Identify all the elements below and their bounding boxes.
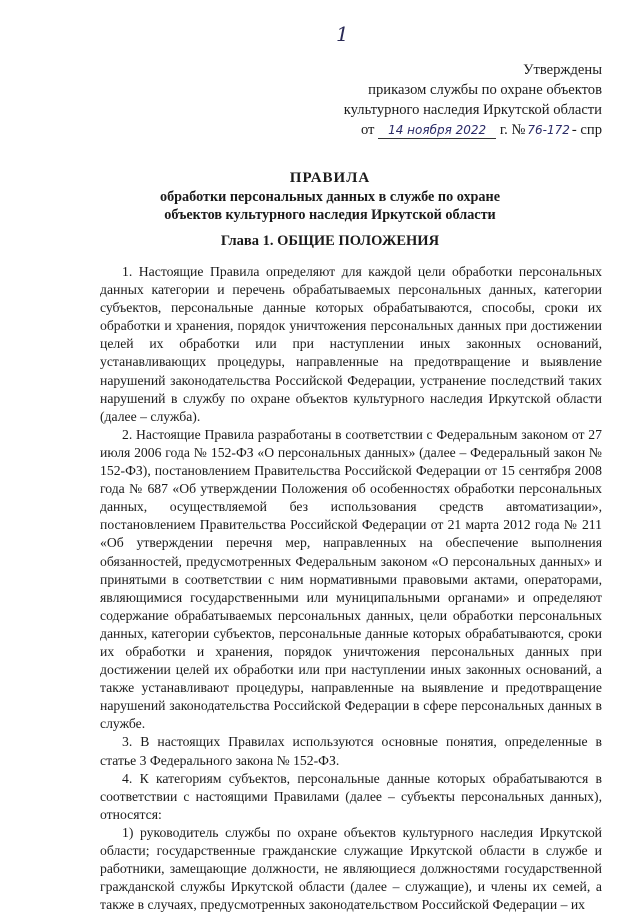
approval-line-1: Утверждены xyxy=(523,62,602,78)
approval-line-2: приказом службы по охране объектов xyxy=(368,82,602,98)
document-body xyxy=(100,263,602,914)
document-title xyxy=(60,168,600,224)
paragraph-4-item-1: 1) руководитель службы по охране объектов культурного наследия Иркутской области; государственные гражданские служащие Иркутской области в службе и работники, замещающие должности, не являющиеся должностями государственной гражданской службы Иркутской области (далее – служащие), и члены их семей, а также в случаях, предусмотренных законодательством Российской Федерации – их xyxy=(100,824,602,913)
paragraph-4: 4. К категориям субъектов, персональные данные которых обрабатываются в соответствии с настоящими Правилами (далее – субъекты персональных данных), относятся: xyxy=(100,770,602,822)
number-prefix: г. № xyxy=(499,122,526,138)
approval-line-3: культурного наследия Иркутской области xyxy=(343,102,602,118)
paragraph-3: 3. В настоящих Правилах используются основные понятия, определенные в статье 3 Федерального закона № 152-ФЗ. xyxy=(100,734,602,768)
title-sub-line-1: обработки персональных данных в службе по охране xyxy=(159,189,500,205)
handwritten-date: 14 ноября 2022 xyxy=(378,123,496,139)
number-suffix: - спр xyxy=(571,122,602,138)
title-sub-line-2: объектов культурного наследия Иркутской области xyxy=(164,207,496,223)
date-prefix: от xyxy=(360,122,375,138)
approval-date-line xyxy=(344,120,602,140)
paragraph-1: 1. Настоящие Правила определяют для каждой цели обработки персональных данных категории и перечень обрабатываемых персональных данных, категории субъектов, персональные данные которых обрабатываются, способы, сроки их обработки и хранения, порядок уничтожения персональных данных при достижении целей их обработки или при наступлении иных законных оснований, устанавливающих процедуры, направленные на предотвращение и выявление нарушений законодательства Российской Федерации, устранение последствий таких нарушений в службу по охране объектов культурного наследия Иркутской области (далее – служба). xyxy=(100,264,602,424)
paragraph-2: 2. Настоящие Правила разработаны в соответствии с Федеральным законом от 27 июля 2006 года № 152-ФЗ «О персональных данных» (далее – Федеральный закон № 152-ФЗ), постановлением Правительства Российской Федерации от 15 сентября 2008 года № 687 «Об утверждении Положения об особенностях обработки персональных данных, осуществляемой без использования средств автоматизации», постановлением Правительства Российской Федерации от 21 марта 2012 года № 211 «Об утверждении перечня мер, направленных на обеспечение выполнения обязанностей, предусмотренных Федеральным законом «О персональных данных» и принятыми в соответствии с ним нормативными правовыми актами, операторами, являющимися государственными или муниципальными органами» и определяют содержание обрабатываемых персональных данных, цели обработки персональных данных, категории субъектов, персональные данные которых обрабатываются, сроки их обработки и хранения, порядок уничтожения персональных данных при достижении целей их обработки или при наступлении иных законных оснований, а также устанавливают процедуры, направленные на выявление и предотвращение нарушений законодательства Российской Федерации в сфере персональных данных в службе. xyxy=(100,426,602,732)
page-number: 1 xyxy=(336,22,349,46)
handwritten-number: 76-172 xyxy=(527,123,570,137)
title-main: ПРАВИЛА xyxy=(289,170,371,186)
approval-stamp xyxy=(344,60,602,140)
chapter-heading: Глава 1. ОБЩИЕ ПОЛОЖЕНИЯ xyxy=(220,233,440,249)
